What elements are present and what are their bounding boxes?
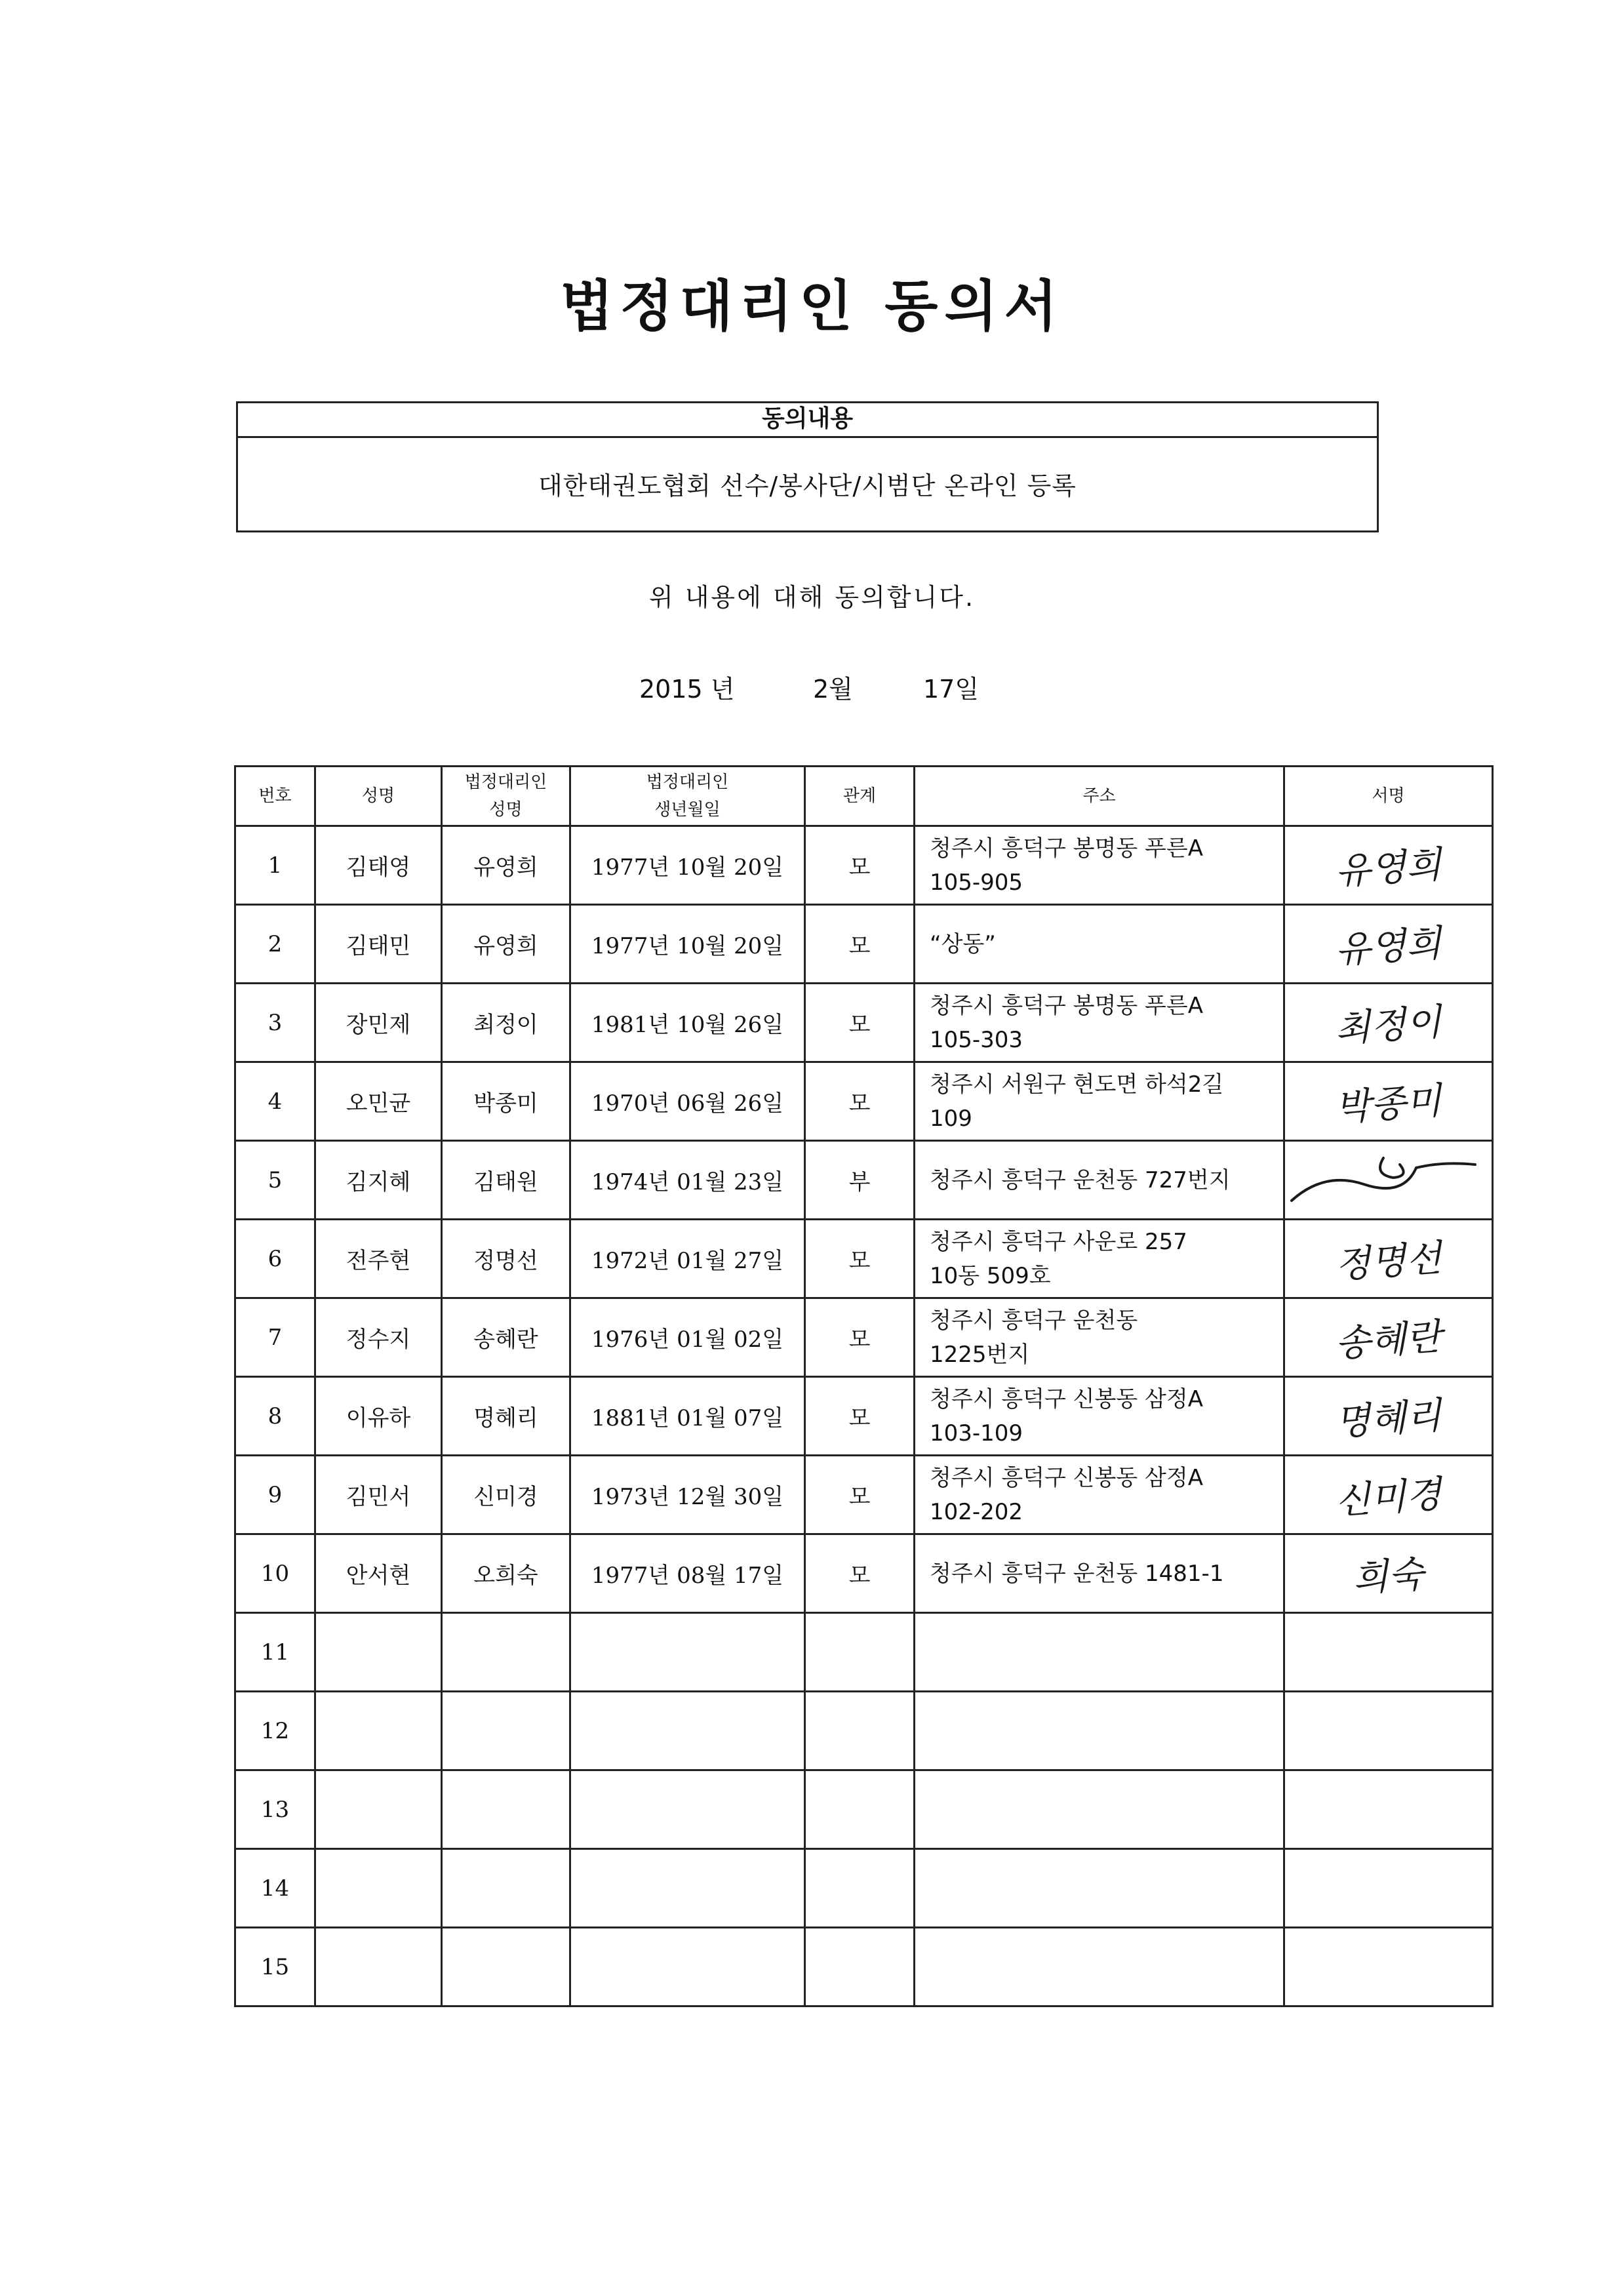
row-guardian-name: 유영희 [442,826,570,905]
row-address-line2: 1225번지 [930,1341,1030,1368]
row-guardian-name [442,1613,570,1692]
header-guardian-birth-line1: 법정대리인 [646,772,729,792]
row-guardian-name: 김태원 [442,1141,570,1220]
row-guardian-birth: 1881년 01월 07일 [570,1377,805,1456]
row-no: 15 [235,1928,315,2006]
row-no: 11 [235,1613,315,1692]
row-guardian-birth: 1974년 01월 23일 [570,1141,805,1220]
row-address [915,1456,1284,1534]
row-guardian-birth [570,1692,805,1770]
table-row [235,905,1493,984]
table-row [235,1298,1493,1377]
row-no: 8 [235,1377,315,1456]
row-relation [805,1613,915,1692]
row-address-line1: 청주시 흥덕구 운천동 [930,1307,1138,1334]
document-title: 법정대리인 동의서 [560,273,1064,338]
row-signature [1284,1298,1493,1377]
row-relation: 부 [805,1141,915,1220]
row-guardian-name: 최정이 [442,984,570,1062]
row-no: 3 [235,984,315,1062]
header-signature: 서명 [1284,767,1493,826]
row-guardian-name [442,1692,570,1770]
row-relation: 모 [805,984,915,1062]
header-guardian-name-line1: 법정대리인 [464,772,547,792]
agree-statement: 위 내용에 대해 동의합니다. [648,583,976,612]
row-guardian-birth: 1981년 10월 26일 [570,984,805,1062]
table-row [235,1770,1493,1849]
row-guardian-name [442,1770,570,1849]
handwritten-signature: 정명선 [1334,1236,1444,1287]
consent-header: 동의내용 [238,403,1377,438]
row-address [915,1377,1284,1456]
row-name [315,1613,442,1692]
row-guardian-name: 신미경 [442,1456,570,1534]
row-address-line2: 105-905 [930,869,1023,896]
row-name: 안서현 [315,1534,442,1613]
row-signature [1284,1849,1493,1928]
date-month: 2월 [813,675,853,704]
row-address [915,1849,1284,1928]
handwritten-signature: 송혜란 [1334,1315,1444,1366]
row-signature [1284,984,1493,1062]
row-address [915,1928,1284,2006]
header-no: 번호 [235,767,315,826]
row-address-line2: 102-202 [930,1498,1023,1525]
header-address: 주소 [915,767,1284,826]
table-row [235,1613,1493,1692]
row-address [915,1770,1284,1849]
row-guardian-birth: 1970년 06월 26일 [570,1062,805,1141]
row-address [915,1692,1284,1770]
row-no: 4 [235,1062,315,1141]
row-guardian-birth: 1977년 10월 20일 [570,826,805,905]
table-row [235,1220,1493,1298]
row-address [915,1220,1284,1298]
row-guardian-birth: 1976년 01월 02일 [570,1298,805,1377]
row-address-line2: 103-109 [930,1420,1023,1447]
row-name: 장민제 [315,984,442,1062]
handwritten-signature: 박종미 [1334,1079,1444,1130]
row-no: 2 [235,905,315,984]
handwritten-signature: 명혜리 [1334,1393,1444,1445]
row-name: 전주현 [315,1220,442,1298]
row-guardian-birth: 1973년 12월 30일 [570,1456,805,1534]
row-guardian-birth: 1977년 10월 20일 [570,905,805,984]
row-name [315,1770,442,1849]
row-guardian-birth [570,1849,805,1928]
date-day: 17일 [923,675,980,704]
row-address [915,1141,1284,1220]
row-relation: 모 [805,1534,915,1613]
handwritten-signature: 희숙 [1351,1552,1426,1601]
table-row [235,1377,1493,1456]
row-signature [1284,1613,1493,1692]
row-guardian-birth: 1972년 01월 27일 [570,1220,805,1298]
consent-body: 대한태권도협회 선수/봉사단/시범단 온라인 등록 [538,471,1077,500]
table-row [235,1062,1493,1141]
row-signature [1284,1770,1493,1849]
table-row [235,826,1493,905]
row-no: 12 [235,1692,315,1770]
row-relation: 모 [805,1456,915,1534]
header-guardian-birth-line2: 생년월일 [654,800,721,820]
row-address-line1: 청주시 흥덕구 봉명동 푸른A [930,835,1203,862]
row-signature [1284,1928,1493,2006]
row-no: 6 [235,1220,315,1298]
table-row [235,1849,1493,1928]
row-name: 김지혜 [315,1141,442,1220]
row-relation [805,1849,915,1928]
table-row [235,1534,1493,1613]
row-address [915,905,1284,984]
row-guardian-name: 명혜리 [442,1377,570,1456]
header-guardian-birth [570,767,805,826]
row-address [915,1534,1284,1613]
row-address-line1: 청주시 흥덕구 봉명동 푸른A [930,992,1203,1019]
table-row [235,984,1493,1062]
row-relation: 모 [805,826,915,905]
table-row [235,1692,1493,1770]
row-signature [1284,1377,1493,1456]
row-relation [805,1928,915,2006]
row-address [915,1062,1284,1141]
date-year: 2015 년 [639,675,735,704]
table-header-row [235,767,1493,826]
row-no: 1 [235,826,315,905]
handwritten-signature: 최정이 [1334,1000,1444,1051]
guardian-table [234,765,1494,2007]
row-no: 14 [235,1849,315,1928]
row-name: 이유하 [315,1377,442,1456]
row-address-line2: 10동 509호 [930,1262,1051,1289]
handwritten-signature: 유영희 [1334,921,1444,972]
handwritten-signature: 유영희 [1334,843,1444,894]
row-signature [1284,1534,1493,1613]
row-no: 7 [235,1298,315,1377]
signature-scribble-icon [1285,1145,1482,1210]
row-relation [805,1770,915,1849]
row-address-line1: 청주시 서원구 현도면 하석2길 [930,1071,1224,1098]
row-signature [1284,1456,1493,1534]
row-name: 김태영 [315,826,442,905]
row-signature [1284,1220,1493,1298]
header-guardian-name [442,767,570,826]
row-name [315,1849,442,1928]
row-address [915,1613,1284,1692]
row-no: 13 [235,1770,315,1849]
table-row [235,1141,1493,1220]
row-address-line1: 청주시 흥덕구 신봉동 삼정A [930,1464,1203,1491]
row-guardian-birth [570,1770,805,1849]
header-name: 성명 [315,767,442,826]
row-guardian-name [442,1849,570,1928]
table-row [235,1928,1493,2006]
row-address-line1: 청주시 흥덕구 신봉동 삼정A [930,1386,1203,1412]
row-guardian-birth [570,1613,805,1692]
row-signature [1284,1141,1493,1220]
row-no: 5 [235,1141,315,1220]
row-relation: 모 [805,1298,915,1377]
row-address-line1: 청주시 흥덕구 운천동 1481-1 [930,1560,1224,1587]
row-address-line2: 105-303 [930,1026,1023,1053]
row-relation: 모 [805,1220,915,1298]
row-guardian-name [442,1928,570,2006]
header-relation: 관계 [805,767,915,826]
row-name: 정수지 [315,1298,442,1377]
handwritten-signature: 신미경 [1334,1472,1444,1523]
row-name: 김태민 [315,905,442,984]
consent-box [236,401,1379,532]
row-no: 10 [235,1534,315,1613]
row-signature [1284,826,1493,905]
row-guardian-birth: 1977년 08월 17일 [570,1534,805,1613]
row-name [315,1928,442,2006]
row-address-line1: 청주시 흥덕구 운천동 727번지 [930,1167,1231,1193]
row-name: 오민균 [315,1062,442,1141]
row-address [915,826,1284,905]
row-address [915,984,1284,1062]
row-guardian-name: 오희숙 [442,1534,570,1613]
row-name [315,1692,442,1770]
row-signature [1284,1062,1493,1141]
row-address [915,1298,1284,1377]
row-address-line1: 청주시 흥덕구 사운로 257 [930,1228,1187,1255]
row-relation: 모 [805,905,915,984]
row-address-line1: “상동” [930,930,996,957]
row-guardian-name: 박종미 [442,1062,570,1141]
row-signature [1284,905,1493,984]
table-row [235,1456,1493,1534]
header-guardian-name-line2: 성명 [489,800,523,820]
row-guardian-name: 정명선 [442,1220,570,1298]
row-relation [805,1692,915,1770]
row-guardian-birth [570,1928,805,2006]
row-signature [1284,1692,1493,1770]
row-name: 김민서 [315,1456,442,1534]
row-no: 9 [235,1456,315,1534]
row-address-line2: 109 [930,1105,972,1132]
row-relation: 모 [805,1062,915,1141]
row-guardian-name: 송혜란 [442,1298,570,1377]
row-guardian-name: 유영희 [442,905,570,984]
row-relation: 모 [805,1377,915,1456]
